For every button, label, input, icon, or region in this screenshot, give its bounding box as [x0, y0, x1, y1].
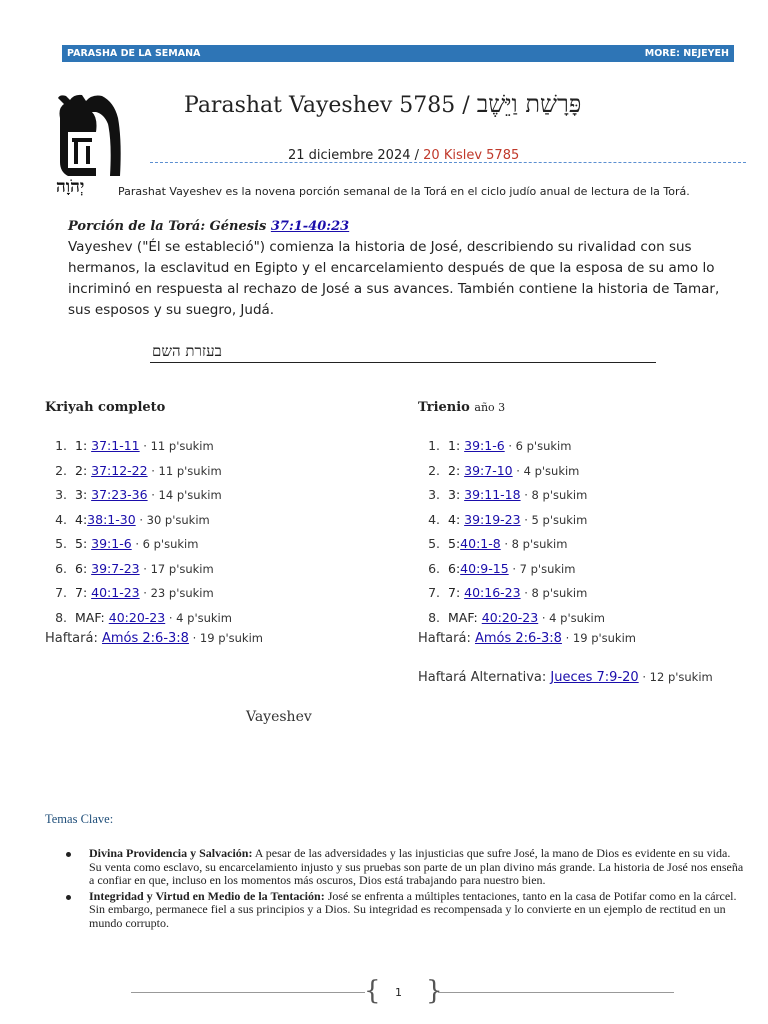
intro-text: Parashat Vayeshev es la novena porción semanal de la Torá en el ciclo judío anual de lectura de la Torá. — [118, 185, 690, 198]
haftara-alt-label: Haftará Alternativa: — [418, 670, 551, 685]
aliyah-prefix: 3: — [448, 487, 465, 502]
aliyah-link[interactable]: 37:23-36 — [91, 487, 148, 502]
aliyah-link[interactable]: 39:11-18 — [464, 487, 521, 502]
aliyah-item — [418, 557, 605, 582]
aliyah-number: 5. — [55, 536, 67, 551]
aliyah-item — [45, 532, 232, 557]
aliyah-link[interactable]: 39:1-6 — [464, 438, 505, 453]
aliyah-item — [418, 508, 605, 533]
aliyah-count: · 5 p'sukim — [520, 512, 588, 527]
haftara-count: · 19 p'sukim — [188, 631, 263, 645]
svg-text:יְהֹוָה: יְהֹוָה — [56, 177, 85, 196]
hebrew-line-text: בעזרת השם — [152, 342, 222, 360]
aliyah-prefix: 6: — [75, 560, 92, 576]
kriyah-haftara — [45, 631, 263, 646]
aliyah-count: · 4 p'sukim — [165, 610, 232, 625]
portion-summary: Vayeshev ("Él se estableció") comienza la historia de José, describiendo su rivalidad con sus hermanos, la esclavitud en Egipto y el encarcelamiento después de que la esposa de su amo lo incriminó en respuesta al rechazo de José a sus avances. También contiene la historia de Tamar, sus esposos y su suegro, Judá. — [68, 239, 720, 318]
tema-title: Integridad y Virtud en Medio de la Tentación: — [89, 888, 325, 903]
trienio-readings-list — [418, 434, 605, 630]
aliyah-prefix: 2: — [448, 462, 465, 478]
page-number: 1 — [395, 986, 402, 999]
aliyah-count: · 8 p'sukim — [500, 537, 568, 551]
aliyah-item — [45, 557, 232, 582]
aliyah-prefix: 1: — [448, 438, 465, 453]
title-divider — [150, 162, 746, 163]
aliyah-prefix: 4: — [448, 511, 465, 527]
logo-icon — [52, 92, 126, 196]
image-caption: Vayeshev — [246, 709, 312, 725]
aliyah-count: · 8 p'sukim — [520, 488, 588, 502]
trienio-haftara — [418, 631, 636, 646]
aliyah-item — [45, 459, 232, 484]
aliyah-number: 6. — [428, 560, 440, 576]
aliyah-link[interactable]: 40:20-23 — [108, 609, 166, 625]
aliyah-item — [418, 581, 605, 606]
aliyah-number: 6. — [55, 560, 67, 576]
header-bar — [62, 45, 734, 62]
tema-item — [64, 847, 744, 888]
hebrew-date: 20 Kislev 5785 — [423, 148, 520, 163]
aliyah-item — [45, 434, 232, 459]
aliyah-count: · 4 p'sukim — [538, 610, 605, 625]
haftara-link[interactable]: Amós 2:6-3:8 — [474, 631, 562, 646]
aliyah-count: · 4 p'sukim — [512, 463, 580, 478]
aliyah-count: · 11 p'sukim — [139, 439, 214, 453]
torah-portion-link[interactable]: 37:1-40:23 — [270, 219, 350, 234]
aliyah-link[interactable]: 39:19-23 — [464, 511, 521, 527]
aliyah-number: 4. — [428, 511, 440, 527]
aliyah-prefix: 5: — [75, 536, 92, 551]
gregorian-date: 21 diciembre 2024 / — [288, 148, 424, 163]
tema-text: José se enfrenta a múltiples tentaciones, tanto en la casa de Potifar como en la cárcel. Sin embargo, permanece fiel a sus principios y a Dios. Su integridad es recompensada y lo convierte en un ejemplo de rectitud en un mundo corrupto. — [89, 888, 737, 930]
haftara-label: Haftará: — [418, 631, 475, 646]
aliyah-number: 2. — [428, 462, 440, 478]
date-line — [288, 148, 519, 163]
aliyah-prefix: MAF: — [75, 609, 109, 625]
trienio-heading — [418, 400, 505, 415]
aliyah-item — [45, 508, 232, 533]
aliyah-link[interactable]: 38:1-30 — [87, 511, 136, 527]
aliyah-link[interactable]: 40:1-8 — [460, 536, 501, 551]
kriyah-readings-list — [45, 434, 232, 630]
title-hebrew: פָּרָשַׁת וַיֵּשֶׁב — [476, 90, 582, 118]
aliyah-number: 1. — [55, 438, 67, 453]
aliyah-item — [45, 483, 232, 508]
aliyah-item — [45, 581, 232, 606]
aliyah-number: 4. — [55, 511, 67, 527]
haftara-count: · 19 p'sukim — [561, 631, 636, 645]
footer-brace-left: { — [364, 976, 381, 1006]
aliyah-count: · 8 p'sukim — [520, 586, 588, 600]
footer-rule-right — [438, 992, 674, 993]
aliyah-prefix: 7: — [75, 585, 92, 600]
aliyah-link[interactable]: 40:1-23 — [91, 585, 140, 600]
aliyah-link[interactable]: 37:1-11 — [91, 438, 140, 453]
haftara-alt-link[interactable]: Jueces 7:9-20 — [550, 670, 639, 685]
torah-portion-label: Porción de la Torá: Génesis — [68, 219, 271, 234]
aliyah-number: 7. — [428, 585, 440, 600]
aliyah-item — [418, 483, 605, 508]
title-latin: Parashat Vayeshev 5785 / — [184, 93, 477, 118]
trienio-title: Trienio — [418, 400, 470, 415]
aliyah-item — [418, 459, 605, 484]
aliyah-number: 3. — [428, 487, 440, 502]
aliyah-prefix: 6: — [448, 560, 461, 576]
aliyah-item — [418, 434, 605, 459]
aliyah-prefix: 3: — [75, 487, 92, 502]
aliyah-count: · 11 p'sukim — [147, 463, 222, 478]
kriyah-heading: Kriyah completo — [45, 400, 166, 415]
aliyah-link[interactable]: 40:16-23 — [464, 585, 521, 600]
aliyah-link[interactable]: 39:7-23 — [91, 560, 140, 576]
aliyah-count: · 7 p'sukim — [508, 561, 576, 576]
aliyah-count: · 6 p'sukim — [131, 537, 199, 551]
aliyah-item — [418, 606, 605, 631]
torah-portion — [68, 219, 349, 234]
footer-brace-right: } — [426, 976, 443, 1006]
page-title — [184, 90, 581, 119]
aliyah-number: 7. — [55, 585, 67, 600]
aliyah-link[interactable]: 39:1-6 — [91, 536, 132, 551]
aliyah-link[interactable]: 40:20-23 — [481, 609, 539, 625]
aliyah-count: · 17 p'sukim — [139, 561, 214, 576]
tema-text: A pesar de las adversidades y las injusticias que sufre José, la mano de Dios es evidente en su vida. Su venta como esclavo, su encarcelamiento injusto y sus pruebas son parte de un plan divino más grande. La historia de José nos enseña a confiar en que, incluso en los momentos más oscuros, Dios está trabajando para nuestro bien. — [89, 846, 744, 887]
aliyah-number: 5. — [428, 536, 440, 551]
aliyah-prefix: 1: — [75, 438, 92, 453]
hebrew-line — [150, 342, 656, 363]
tema-item — [64, 890, 744, 931]
aliyah-number: 1. — [428, 438, 440, 453]
aliyah-prefix: MAF: — [448, 609, 482, 625]
bullet-icon — [66, 852, 71, 857]
aliyah-item — [418, 532, 605, 557]
bullet-icon — [66, 895, 71, 900]
aliyah-prefix: 5: — [448, 536, 461, 551]
temas-list — [64, 847, 744, 932]
haftara-link[interactable]: Amós 2:6-3:8 — [101, 631, 189, 646]
trienio-year: año 3 — [474, 401, 506, 414]
haftara-alt-count: · 12 p'sukim — [638, 670, 713, 684]
aliyah-item — [45, 606, 232, 631]
aliyah-link[interactable]: 40:9-15 — [460, 560, 509, 576]
trienio-haftara-alternativa — [418, 670, 713, 685]
haftara-label: Haftará: — [45, 631, 102, 646]
aliyah-number: 8. — [428, 609, 440, 625]
aliyah-count: · 23 p'sukim — [139, 586, 214, 600]
tema-title: Divina Providencia y Salvación: — [89, 846, 253, 860]
aliyah-link[interactable]: 37:12-22 — [91, 462, 148, 478]
aliyah-count: · 6 p'sukim — [504, 439, 572, 453]
aliyah-link[interactable]: 39:7-10 — [464, 462, 513, 478]
aliyah-prefix: 2: — [75, 462, 92, 478]
aliyah-number: 3. — [55, 487, 67, 502]
aliyah-prefix: 7: — [448, 585, 465, 600]
aliyah-prefix: 4: — [75, 511, 88, 527]
header-left-label: PARASHA DE LA SEMANA — [67, 48, 201, 59]
aliyah-number: 8. — [55, 609, 67, 625]
aliyah-number: 2. — [55, 462, 67, 478]
aliyah-count: · 30 p'sukim — [135, 512, 210, 527]
footer-rule-left — [131, 992, 365, 993]
header-right-label: MORE: NEJEYEH — [644, 48, 729, 59]
aliyah-count: · 14 p'sukim — [147, 488, 222, 502]
temas-heading: Temas Clave: — [45, 812, 114, 826]
